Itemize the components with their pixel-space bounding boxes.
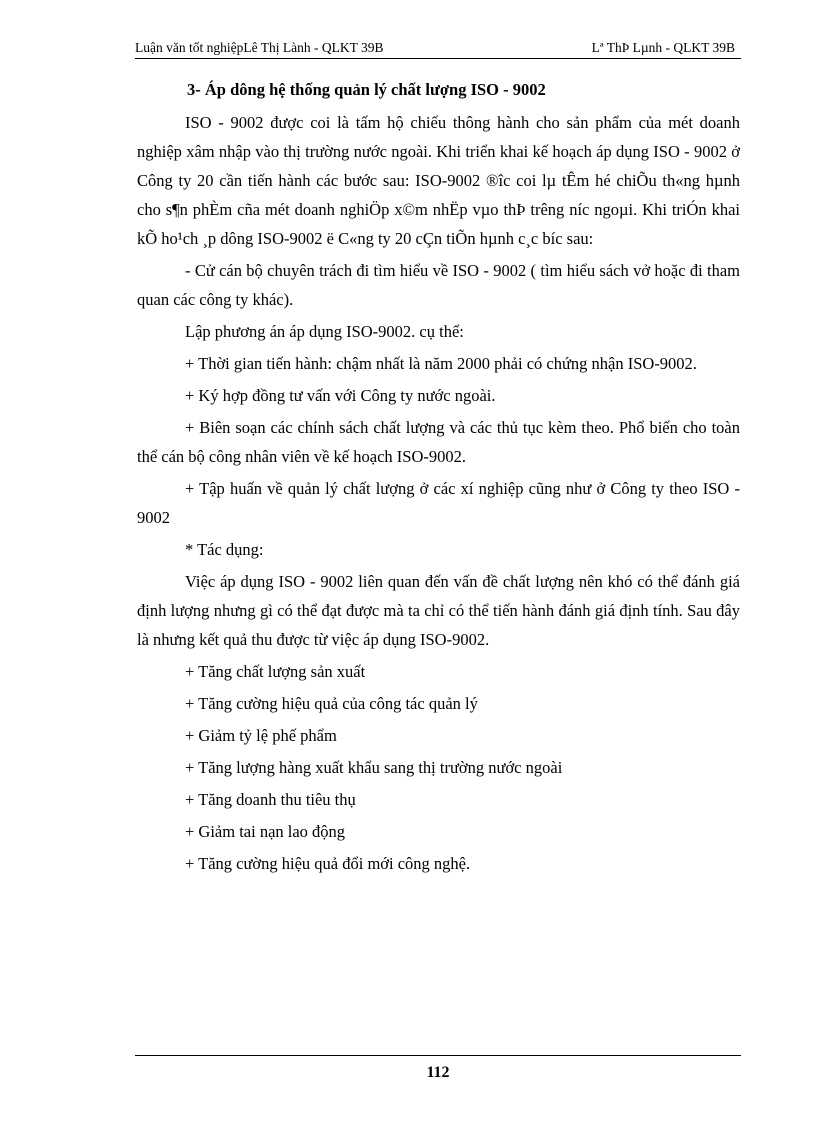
paragraph-plan-policy: + Biên soạn các chính sách chất lượng và các thủ tục kèm theo. Phổ biến cho toàn thể cán bộ công nhân viên về kế hoạch ISO-9002. [137,418,740,466]
paragraph-intro: ISO - 9002 được coi là tấm hộ chiếu thông hành cho sản phẩm của mét doanh nghiệp xâm nhập vào thị trường nước ngoài. Khi triển khai kế hoạch áp dụng ISO - 9002 ở Công ty 20 cần tiến hành các bước sau: ISO-9002 ®îc coi lµ tÊm hé chiÕu th«ng hµnh cho s¶n phÈm cña mét doanh nghiÖp x©m nhËp vµo thÞ trêng níc ngoµi. Khi triÓn khai kÕ ho¹ch ¸p dông ISO-9002 ë C«ng ty 20 cÇn tiÕn hµnh c¸c bíc sau: [137,113,740,248]
paragraph-effects-intro: Việc áp dụng ISO - 9002 liên quan đến vấn đề chất lượng nên khó có thể đánh giá định lượng nhưng gì có thể đạt được mà ta chỉ có thể tiến hành đánh giá định tính. Sau đây là nhưng kết quả thu được từ việc áp dụng ISO-9002. [137,572,740,649]
page-header [135,38,741,59]
paragraph-plan-training: + Tập huấn về quản lý chất lượng ở các xí nghiệp cũng như ở Công ty theo ISO - 9002 [137,479,740,527]
header-left-text: Luận văn tốt nghiệpLê Thị Lành - QLKT 39B [135,40,384,55]
page-number: 112 [426,1064,450,1081]
paragraph-effects-label: * Tác dụng: [185,540,264,559]
header-right-text: Lª ThÞ Lµnh - QLKT 39B [591,40,735,55]
effect-item: + Tăng lượng hàng xuất khẩu sang thị trường nước ngoài [185,758,563,777]
paragraph-plan: Lập phương án áp dụng ISO-9002. cụ thể: [185,322,464,341]
effect-item: + Tăng cường hiệu quả đổi mới công nghệ. [185,854,471,873]
effect-item: + Tăng cường hiệu quả của công tác quản lý [185,694,478,713]
section-heading: 3- Áp dông hệ thống quản lý chất lượng ISO - 9002 [187,80,546,99]
paragraph-plan-time: + Thời gian tiến hành: chậm nhất là năm 2000 phải có chứng nhận ISO-9002. [185,354,697,373]
effect-item: + Tăng chất lượng sản xuất [185,662,366,681]
paragraph-step-1: - Cử cán bộ chuyên trách đi tìm hiểu về ISO - 9002 ( tìm hiểu sách vở hoặc đi tham quan các công ty khác). [137,261,740,309]
paragraph-plan-contract: + Ký hợp đồng tư vấn với Công ty nước ngoài. [185,386,496,405]
effect-item: + Giảm tỷ lệ phế phẩm [185,726,337,745]
effect-item: + Giảm tai nạn lao động [185,822,346,841]
footer-divider [135,1055,741,1056]
page-content [137,78,740,881]
effect-item: + Tăng doanh thu tiêu thụ [185,790,356,809]
